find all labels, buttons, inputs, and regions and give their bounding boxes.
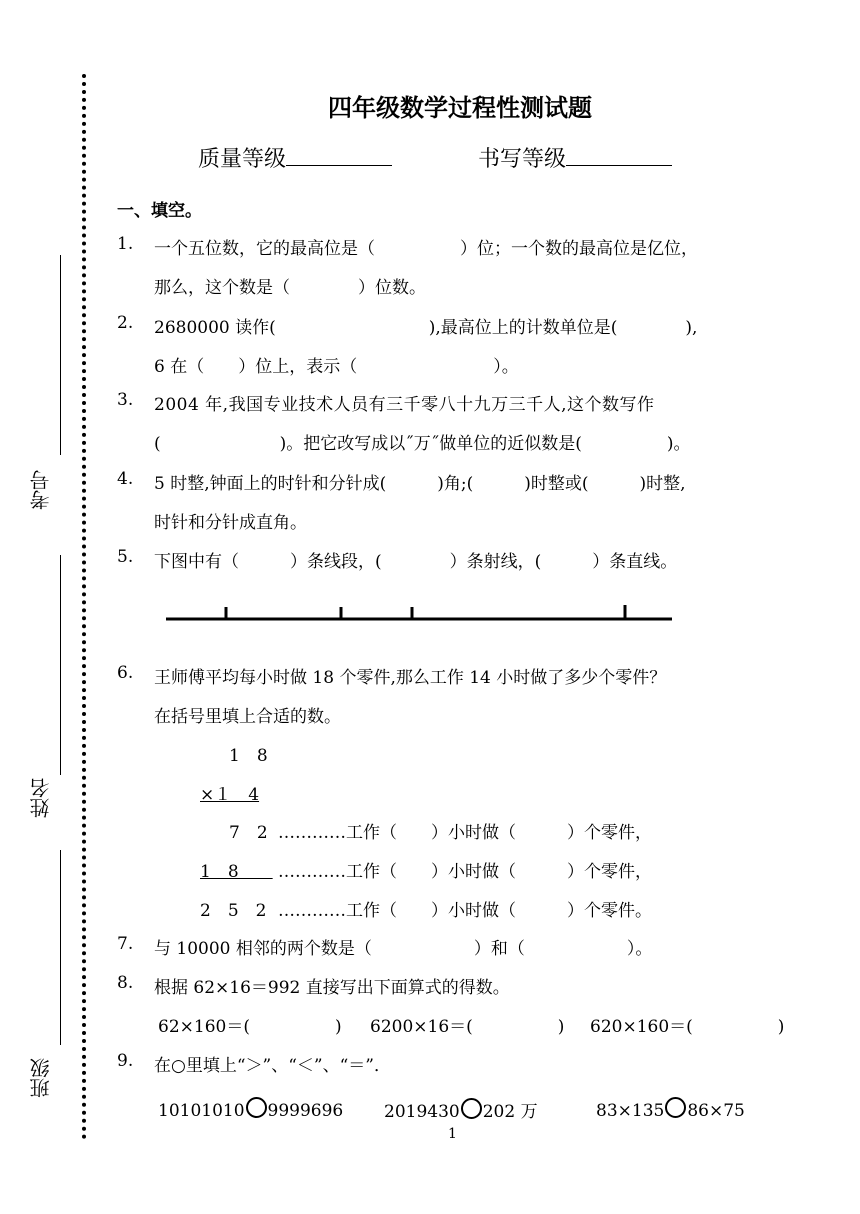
page-number: 1 xyxy=(448,1126,457,1142)
q9-compare2-left: 2019430 xyxy=(384,1102,460,1122)
quality-grade xyxy=(198,142,392,173)
q9-compare1 xyxy=(158,1097,343,1121)
page-title: 四年级数学过程性测试题 xyxy=(328,94,592,122)
q7-line1: 与 10000 相邻的两个数是（ ）和（ ）。 xyxy=(154,939,653,959)
compare-circle[interactable] xyxy=(665,1097,686,1118)
xingming-label: 姓名 xyxy=(29,778,53,818)
q1-line2: 那么，这个数是（ ）位数。 xyxy=(154,278,426,298)
compare-circle[interactable] xyxy=(461,1098,482,1119)
xingming-line xyxy=(60,555,61,775)
calc-row2-text: …………工作（ ）小时做（ ）个零件， xyxy=(278,862,652,882)
calc-multiplicand: 1 8 xyxy=(229,746,268,766)
calc-row3-value: 2 5 2 xyxy=(200,901,267,921)
q8-expr1: 62×160＝( ) xyxy=(158,1017,342,1037)
calc-row2-value: 1 8 xyxy=(200,862,273,882)
q9-line1: 在○里填上“＞”、“＜”、“＝”． xyxy=(154,1056,391,1076)
quality-grade-blank[interactable] xyxy=(286,143,392,166)
q9-compare1-right: 9999696 xyxy=(267,1101,344,1121)
q9-compare1-left: 10101010 xyxy=(158,1101,245,1121)
q2-line2: 6 在（ ）位上，表示（ ）。 xyxy=(154,357,519,377)
compare-circle[interactable] xyxy=(246,1097,267,1118)
q9-compare3-right: 86×75 xyxy=(687,1101,745,1121)
q2-number: 2. xyxy=(117,313,134,333)
q5-line1: 下图中有（ ）条线段，( ）条射线，( ）条直线。 xyxy=(154,552,678,572)
calc-row1-value: 7 2 xyxy=(229,823,268,843)
q8-expr2: 6200×16＝( ) xyxy=(370,1017,565,1037)
q4-line2: 时针和分针成直角。 xyxy=(154,513,307,533)
section-heading: 一、填空。 xyxy=(117,201,202,221)
q3-number: 3. xyxy=(117,390,134,410)
calc-row3-text: …………工作（ ）小时做（ ）个零件。 xyxy=(278,901,652,921)
q9-number: 9. xyxy=(117,1051,134,1071)
q3-line1: 2004 年,我国专业技术人员有三千零八十九万三千人,这个数写作 xyxy=(154,395,655,415)
kaohao-line xyxy=(60,255,61,455)
q1-number: 1. xyxy=(117,234,134,254)
q1-line1: 一个五位数，它的最高位是（ ）位；一个数的最高位是亿位， xyxy=(154,239,698,259)
q4-line1: 5 时整,钟面上的时针和分针成( )角;( )时整或( )时整, xyxy=(154,474,686,494)
q6-number: 6. xyxy=(117,663,134,683)
q9-compare3-left: 83×135 xyxy=(596,1101,665,1121)
kaohao-label: 考号 xyxy=(29,470,53,510)
writing-grade xyxy=(478,142,672,173)
banji-line xyxy=(60,850,61,1045)
q6-line1: 王师傅平均每小时做 18 个零件,那么工作 14 小时做了多少个零件？ xyxy=(154,668,667,688)
q9-compare2 xyxy=(384,1097,538,1122)
calc-multiplier: ×１ 4 xyxy=(200,785,260,805)
calc-row1-text: …………工作（ ）小时做（ ）个零件， xyxy=(278,823,652,843)
writing-grade-blank[interactable] xyxy=(566,143,672,166)
q9-compare2-right: 202 万 xyxy=(482,1102,538,1122)
q8-line1: 根据 62×16＝992 直接写出下面算式的得数。 xyxy=(154,978,510,998)
q3-line2: ( )。把它改写成以˝万˝做单位的近似数是( )。 xyxy=(154,434,691,454)
q9-compare3 xyxy=(596,1097,745,1121)
q6-line2: 在括号里填上合适的数。 xyxy=(154,707,341,727)
binding-dotted-line xyxy=(82,74,86,1140)
banji-label: 班级 xyxy=(29,1058,53,1098)
q4-number: 4. xyxy=(117,469,134,489)
q5-number: 5. xyxy=(117,547,134,567)
line-figure xyxy=(160,598,680,628)
q8-number: 8. xyxy=(117,973,134,993)
quality-grade-label: 质量等级 xyxy=(198,147,287,172)
q8-expr3: 620×160＝( ) xyxy=(590,1017,785,1037)
q2-line1: 2680000 读作( ),最高位上的计数单位是( ), xyxy=(154,318,698,338)
writing-grade-label: 书写等级 xyxy=(478,147,567,172)
q7-number: 7. xyxy=(117,934,134,954)
